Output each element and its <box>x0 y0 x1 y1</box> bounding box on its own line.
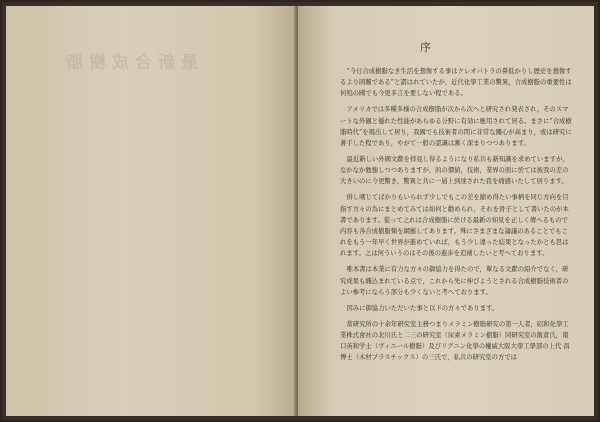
preface-paragraph: アメリカでは多種多様の合成樹脂が次から次へと研究され発表され，そのスマートな外観と優れた性能があらゆる分野に有効に應用されて居る。まさに“合成樹脂時代”を現出して居り，我國でも技術者の間に非常な關心が高まり，或は研究に著手した程であり，やがて一般の認識は漸く深まりつつあります。 <box>340 106 572 148</box>
preface-paragraph: 最近新しい外國文獻を拝見し得るようになり私共も新知識を求めていますが，なかなか勉強しつつありますが，的の價値，技術，業界の面に於ては彼我の差の大きいのに今更驚き，驚異と共に一層上到達された我を痛感いたして居ります。 <box>340 156 569 186</box>
show-through-title: 最新合成樹脂 <box>60 53 198 73</box>
preface-paragraph: 併し嘆じてばかりもいられず少しでもこの差を縮め得たい事柄を同じ方向を目指す方々の為にまとめてみては如何と勸められ，それを骨子として書いたのが本書であります。從って之れは合成樹脂に於ける最新の知見を正しく傳へるもので内容も各合成樹脂類を網羅してあります。殊にさまざまな論議のあることでもこれをもう一年早く世界が進めていれば，もう少し違った結果となったかとも思はれます。之は何ういうのはその後の進歩を追補したいと考へております。 <box>340 194 569 258</box>
preface-body <box>340 66 572 368</box>
preface-paragraph: 因みに御協力いただいた事と以下の方々であります。 <box>346 304 499 312</box>
preface-paragraph: 當研究所の十余年研究室主務つまりメラミン樹脂研究の第一人者，昭和化學工業株式會社の北川氏と二三の研究室（尿素メラミン樹脂）同研究室の飯倉氏，南口英和学士（ヴィニール樹脂）及びリグニン化學の權威大阪大學工學部の上代 昌博士（木材プラスチックス）の三氏で，私共の研究室の方では <box>340 320 570 362</box>
preface-paragraph: “今日合成樹脂なき生活を想像する事はクレオパトラの鼻低かりし歴史を想像するより困難である”と謂はれていたが，近代化學工業の驚異，合成樹脂の重要性は何処の國でも今更多言を要しない程である。 <box>340 68 572 98</box>
preface-paragraph: 唯本書は本業に有力な方々の御協力を得たので，單なる文獻の紹介でなく，研究成果も織込まれている点で，これから先に伸びようとされる合成樹脂技術者のよい参考にならう部分も少くないと考へております。 <box>340 266 569 296</box>
page-heading: 序 <box>420 41 431 54</box>
